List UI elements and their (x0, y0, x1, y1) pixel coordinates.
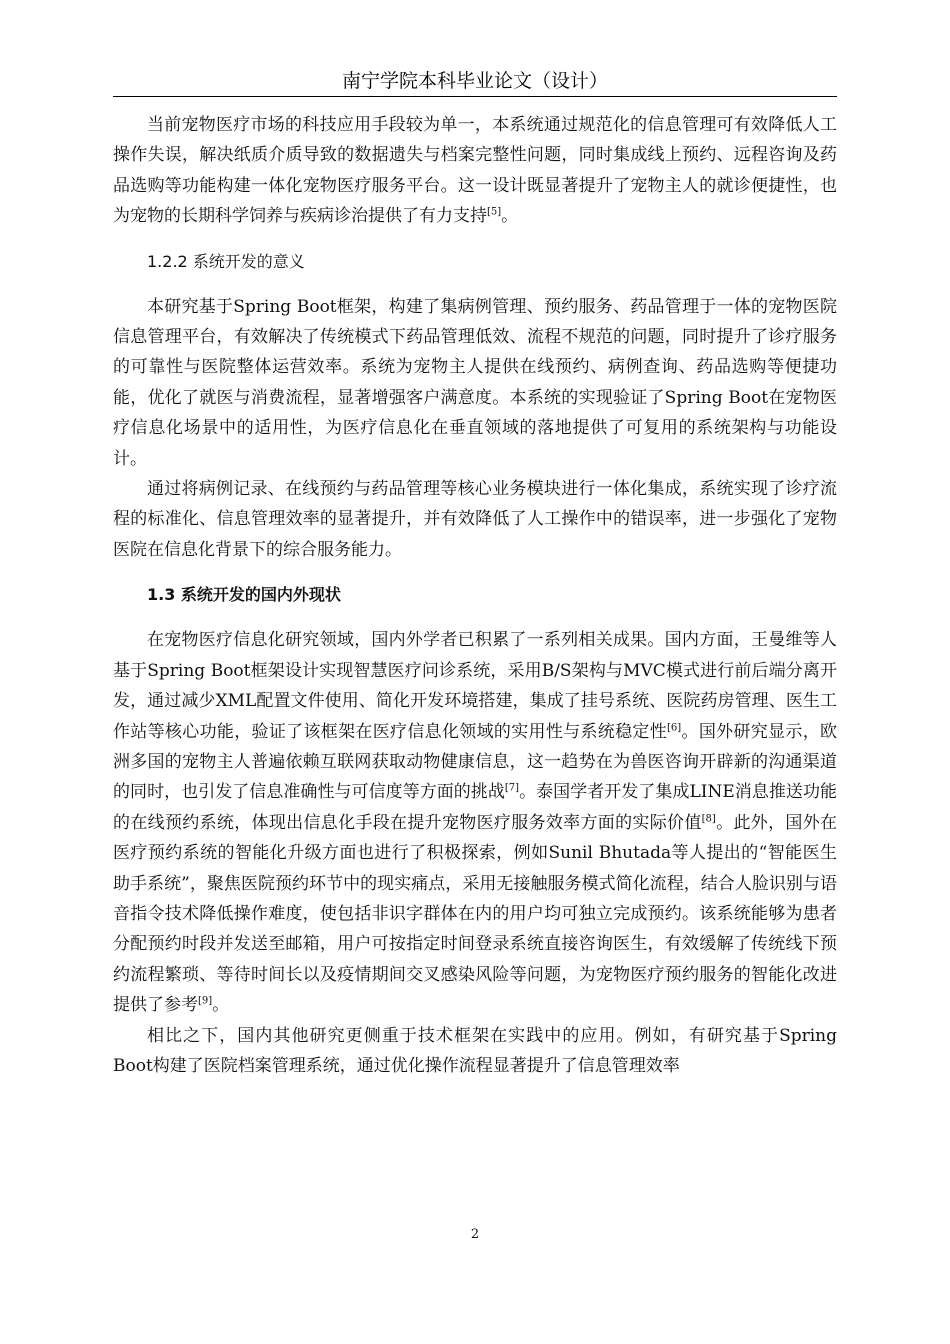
paragraph: 在宠物医疗信息化研究领域，国内外学者已积累了一系列相关成果。国内方面，王曼维等人基于Spring Boot框架设计实现智慧医疗问诊系统，采用B/S架构与MVC模式进行前后端分离开发，通过减少XML配置文件使用、简化开发环境搭建，集成了挂号系统、医院药房管理、医生工作站等核心功能，验证了该框架在医疗信息化领域的实用性与系统稳定性[6]。国外研究显示，欧洲多国的宠物主人普遍依赖互联网获取动物健康信息，这一趋势在为兽医咨询开辟新的沟通渠道的同时，也引发了信息准确性与可信度等方面的挑战[7]。泰国学者开发了集成LINE消息推送功能的在线预约系统，体现出信息化手段在提升宠物医疗服务效率方面的实际价值[8]。此外，国外在医疗预约系统的智能化升级方面也进行了积极探索，例如Sunil Bhutada等人提出的“智能医生助手系统”，聚焦医院预约环节中的现实痛点，采用无接触服务模式简化流程，结合人脸识别与语音指令技术降低操作难度，使包括非识字群体在内的用户均可独立完成预约。该系统能够为患者分配预约时段并发送至邮箱，用户可按指定时间登录系统直接咨询医生，有效缓解了传统线下预约流程繁琐、等待时间长以及疫情期间交叉感染风险等问题，为宠物医疗预约服务的智能化改进提供了参考[9]。 (113, 630, 838, 1016)
paragraph: 通过将病例记录、在线预约与药品管理等核心业务模块进行一体化集成，系统实现了诊疗流程的标准化、信息管理效率的显著提升，并有效降低了人工操作中的错误率，进一步强化了宠物医院在信息化背景下的综合服务能力。 (113, 479, 837, 560)
citation: [5] (487, 206, 502, 218)
paragraph: 本研究基于Spring Boot框架，构建了集病例管理、预约服务、药品管理于一体的宠物医院信息管理平台，有效解决了传统模式下药品管理低效、流程不规范的问题，同时提升了诊疗服务的可靠性与医院整体运营效率。系统为宠物主人提供在线预约、病例查询、药品选购等便捷功能，优化了就医与消费流程，显著增强客户满意度。本系统的实现验证了Spring Boot在宠物医疗信息化场景中的适用性，为医疗信息化在垂直领域的落地提供了可复用的系统架构与功能设计。 (113, 296, 837, 469)
section-heading: 1.3 系统开发的国内外现状 (147, 585, 341, 605)
citation: [6] (667, 721, 682, 733)
paragraph: 当前宠物医疗市场的科技应用手段较为单一，本系统通过规范化的信息管理可有效降低人工操作失误，解决纸质介质导致的数据遗失与档案完整性问题，同时集成线上预约、远程咨询及药品选购等功能构建一体化宠物医疗服务平台。这一设计既显著提升了宠物主人的就诊便捷性，也为宠物的长期科学饲养与疾病诊治提供了有力支持[5]。 (113, 115, 837, 227)
citation: [8] (701, 813, 716, 825)
running-header: 南宁学院本科毕业论文（设计） (113, 66, 837, 97)
paragraph: 相比之下，国内其他研究更侧重于技术框架在实践中的应用。例如，有研究基于Spring Boot构建了医院档案管理系统，通过优化操作流程显著提升了信息管理效率 (113, 1025, 837, 1076)
citation: [9] (198, 995, 213, 1007)
body-text (113, 110, 837, 1081)
subsection-heading: 1.2.2 系统开发的意义 (147, 251, 305, 271)
page-number: 2 (470, 1227, 480, 1242)
citation: [7] (504, 782, 520, 794)
